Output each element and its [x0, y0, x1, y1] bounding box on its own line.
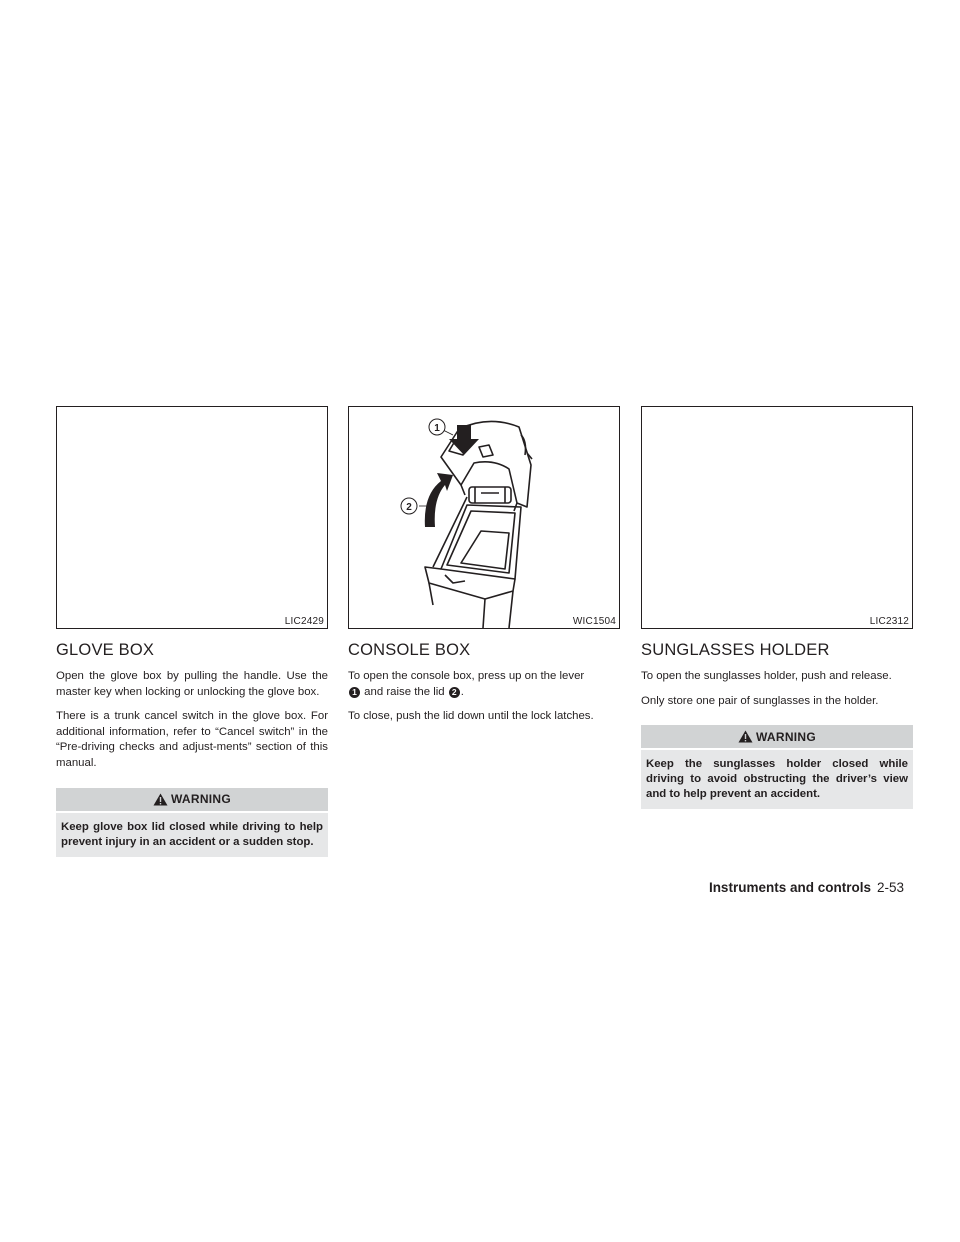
- glove-box-warning: [56, 788, 328, 857]
- callout-2: 2: [406, 502, 412, 513]
- figure-code: WIC1504: [572, 616, 616, 627]
- console-box-illustration: [349, 407, 619, 628]
- glove-box-paragraph-1: Open the glove box by pulling the handle. Use the master key when locking or unlocking the glove box.: [56, 670, 328, 698]
- warning-label: WARNING: [755, 729, 817, 744]
- console-box-figure: [348, 406, 620, 629]
- figure-code: LIC2429: [284, 616, 324, 627]
- sunglasses-paragraph-1: To open the sunglasses holder, push and release.: [641, 670, 892, 682]
- console-box-paragraph-2: To close, push the lid down until the lock latches.: [348, 710, 594, 723]
- footer-section-title: Instruments and controls: [708, 880, 871, 895]
- page-footer: [709, 880, 904, 895]
- glove-box-section: [56, 406, 328, 857]
- callout-number-1: 1: [349, 687, 360, 698]
- warning-header: [641, 725, 913, 748]
- warning-icon: [738, 730, 753, 743]
- sunglasses-paragraph-2: Only store one pair of sunglasses in the holder.: [641, 694, 879, 707]
- warning-label: WARNING: [170, 792, 232, 807]
- page-number: 2-53: [876, 880, 904, 895]
- glove-box-paragraph-2: There is a trunk cancel switch in the glove box. For additional information, refer to “Cancel switch” in the “Pre-driving checks and adjust-ments” section of this manual.: [56, 710, 328, 769]
- console-box-paragraph-1: To open the console box, press up on the lever 1 and raise the lid 2 .: [348, 670, 585, 698]
- console-box-heading: CONSOLE BOX: [348, 641, 471, 659]
- figure-code: LIC2312: [869, 616, 909, 627]
- console-box-section: [348, 406, 620, 725]
- warning-header: [56, 788, 328, 811]
- warning-icon: [153, 793, 168, 806]
- callout-1: 1: [434, 423, 440, 434]
- warning-text: Keep glove box lid closed while driving to help prevent injury in an accident or a sudden stop.: [56, 813, 328, 857]
- glove-box-heading: GLOVE BOX: [56, 641, 155, 659]
- callout-number-2: 2: [449, 687, 460, 698]
- sunglasses-holder-section: [641, 406, 913, 809]
- sunglasses-holder-figure: [641, 406, 913, 629]
- warning-text: Keep the sunglasses holder closed while driving to avoid obstructing the driver’s view and to help prevent an accident.: [641, 750, 913, 809]
- glove-box-figure: [56, 406, 328, 629]
- sunglasses-warning: [641, 725, 913, 809]
- sunglasses-holder-heading: SUNGLASSES HOLDER: [641, 641, 830, 659]
